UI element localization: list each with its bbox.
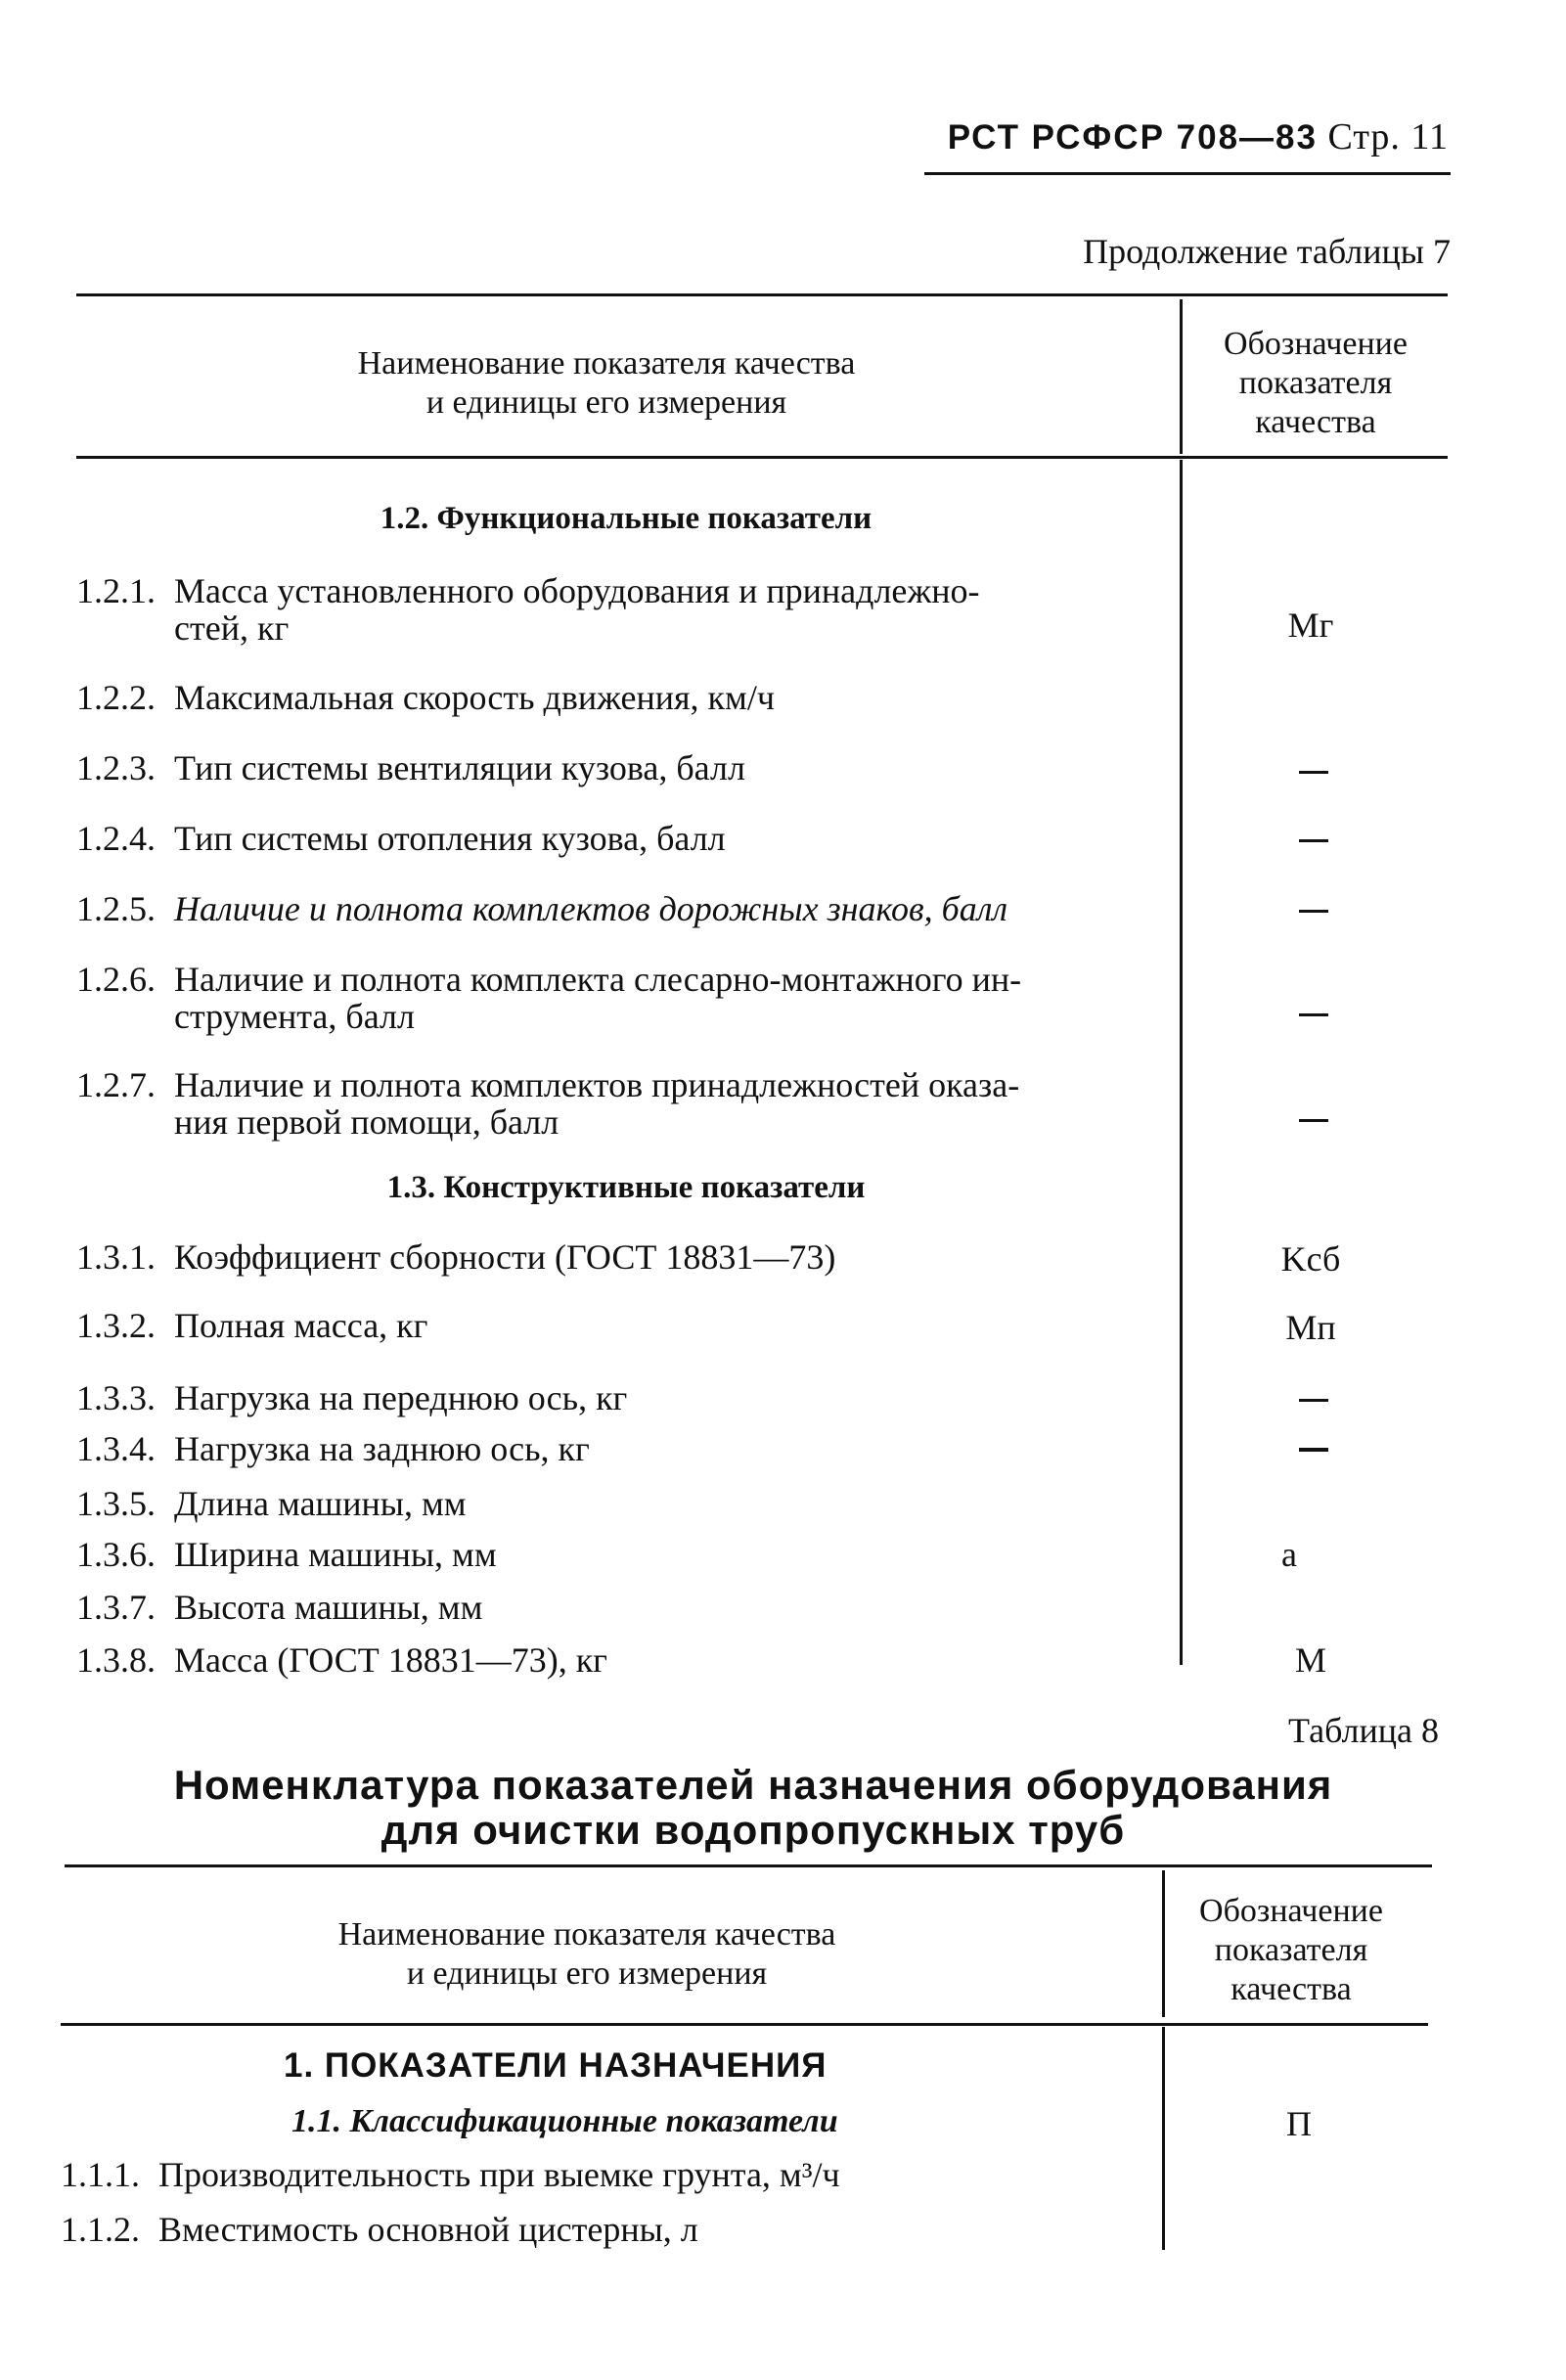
dash-mark	[1299, 1119, 1328, 1122]
symbol-mass-equipment: Mг	[1287, 606, 1334, 645]
dash-mark	[1299, 839, 1328, 842]
table-row: 1.3.3. Нагрузка на переднюю ось, кг	[76, 1378, 628, 1417]
table8-col-name-header: Наименование показателя качества и единицы его измерения	[337, 1916, 836, 1992]
table-row: 1.2.3. Тип системы вентиляции кузова, балл	[76, 748, 745, 787]
table-row: 1.2.7. Наличие и полнота комплектов принадлежностей оказа- ния первой помощи, балл	[76, 1065, 1020, 1142]
table-row: 1.3.7. Высота машины, мм	[76, 1588, 483, 1627]
table7-top-rule	[76, 293, 1448, 296]
table7-col-symbol-header: Обозначение показателя качества	[1224, 326, 1408, 440]
subsection-1-1-heading: 1.1. Классификационные показатели	[291, 2103, 838, 2139]
standard-code: РСТ РСФСР 708—83	[947, 118, 1318, 157]
dash-mark	[1299, 910, 1328, 913]
table8-header-rule	[61, 2023, 1428, 2026]
table8-label: Таблица 8	[1288, 1711, 1439, 1750]
table-row: 1.3.2. Полная масса, кг	[76, 1306, 428, 1345]
section-1-2-heading: 1.2. Функциональные показатели	[380, 501, 872, 536]
table7-continuation: Продолжение таблицы 7	[1083, 232, 1451, 271]
section-1-heading: 1. ПОКАЗАТЕЛИ НАЗНАЧЕНИЯ	[284, 2046, 828, 2085]
table-row: 1.1.1. Производительность при выемке грунта, м³/ч	[61, 2155, 840, 2194]
dash-mark	[1299, 1399, 1328, 1402]
table8-title: Номенклатура показателей назначения оборудования для очистки водопропускных труб	[173, 1762, 1333, 1853]
symbol-purpose: П	[1286, 2104, 1312, 2143]
table-row: 1.3.4. Нагрузка на заднюю ось, кг	[76, 1429, 590, 1468]
table-row: 1.3.8. Масса (ГОСТ 18831—73), кг	[76, 1640, 607, 1680]
dash-mark	[1299, 771, 1328, 774]
table-row: 1.2.2. Максимальная скорость движения, км/ч	[76, 678, 775, 717]
table-row: 1.1.2. Вместимость основной цистерны, л	[61, 2210, 698, 2249]
section-1-3-heading: 1.3. Конструктивные показатели	[386, 1170, 866, 1205]
table-row: 1.2.6. Наличие и полнота комплекта слесарно-монтажного ин- струмента, балл	[76, 960, 1022, 1036]
page-header	[948, 115, 1449, 158]
symbol-width: а	[1281, 1535, 1297, 1574]
page-number: Стр. 11	[1327, 116, 1449, 157]
dash-mark	[1299, 1448, 1328, 1452]
table-row: 1.2.4. Тип системы отопления кузова, балл	[76, 819, 726, 858]
table-row: 1.3.1. Коэффициент сборности (ГОСТ 18831—73)	[76, 1237, 836, 1277]
table-row: 1.2.5. Наличие и полнота комплектов дорожных знаков, балл	[76, 889, 1008, 928]
table7-header-rule	[76, 456, 1448, 459]
table-row: 1.3.6. Ширина машины, мм	[76, 1535, 497, 1574]
dash-mark	[1299, 1013, 1328, 1016]
table-row: 1.2.1. Масса установленного оборудования и принадлежно- стей, кг	[76, 571, 980, 648]
header-underline	[924, 172, 1451, 175]
symbol-assembly-coefficient: Kсб	[1280, 1239, 1341, 1279]
table-row: 1.3.5. Длина машины, мм	[76, 1484, 467, 1523]
table8-header-divider	[1162, 1870, 1165, 2017]
table7-header-divider	[1180, 299, 1183, 454]
table7-col-name-header: Наименование показателя качества и единицы его измерения	[357, 345, 856, 421]
table8-col-symbol-header: Обозначение показателя качества	[1199, 1893, 1383, 2007]
symbol-mass: М	[1294, 1640, 1326, 1680]
symbol-total-mass: Mп	[1285, 1308, 1336, 1347]
table8-top-rule	[65, 1864, 1432, 1867]
